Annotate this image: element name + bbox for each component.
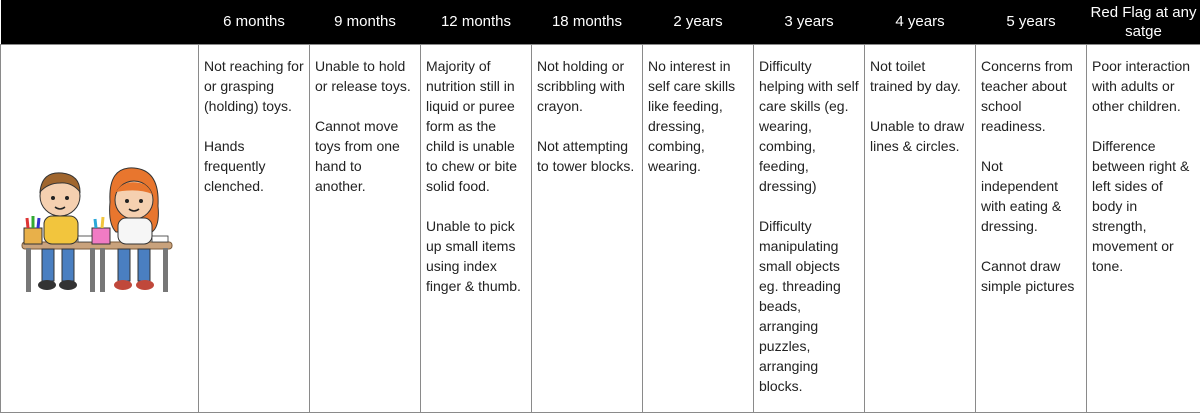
header-2-years: 2 years [643, 0, 754, 44]
header-12-months: 12 months [421, 0, 532, 44]
cell-text: Difference between right & left sides of body in strength, movement or tone. [1092, 137, 1190, 274]
cell-9-months [310, 44, 421, 413]
cell-12-months [421, 44, 532, 413]
header-6-months: 6 months [199, 0, 310, 44]
cell-text: Not independent with eating & dressing. [981, 157, 1062, 234]
cell-text: Concerns from teacher about school readiness. [981, 57, 1073, 134]
cell-6-months [199, 44, 310, 413]
cell-5-years [976, 44, 1087, 413]
cell-text: Not attempting to tower blocks. [537, 137, 635, 174]
illustration-cell [1, 44, 199, 413]
milestone-row [1, 44, 1200, 413]
cell-text: Not reaching for or grasping (holding) toys. [204, 57, 304, 114]
cell-text: Hands frequently clenched. [204, 137, 266, 194]
cell-red-flag [1087, 44, 1200, 413]
header-4-years: 4 years [865, 0, 976, 44]
header-corner [1, 0, 199, 44]
cell-text: Unable to hold or release toys. [315, 57, 411, 94]
cell-text: Cannot draw simple pictures [981, 257, 1075, 294]
cell-text: Difficulty helping with self care skills (eg. wearing, combing, feeding, dressing) [759, 57, 859, 194]
header-9-months: 9 months [310, 0, 421, 44]
cell-2-years [643, 44, 754, 413]
cell-text: No interest in self care skills like feeding, dressing, combing, wearing. [648, 57, 736, 174]
header-3-years: 3 years [754, 0, 865, 44]
cell-text: Majority of nutrition still in liquid or puree form as the child is unable to chew or bite solid food. [426, 57, 518, 194]
header-5-years: 5 years [976, 0, 1087, 44]
cell-3-years [754, 44, 865, 413]
cell-text: Unable to pick up small items using index finger & thumb. [426, 217, 521, 294]
header-18-months: 18 months [532, 0, 643, 44]
header-row [1, 0, 1200, 44]
children-at-table-icon [20, 156, 180, 296]
cell-text: Poor interaction with adults or other children. [1092, 57, 1191, 114]
cell-18-months [532, 44, 643, 413]
header-red-flag: Red Flag at any satge [1087, 0, 1200, 44]
cell-text: Difficulty manipulating small objects eg. threading beads, arranging puzzles, arranging blocks. [759, 217, 841, 394]
cell-4-years [865, 44, 976, 413]
cell-text: Not toilet trained by day. [870, 57, 961, 94]
cell-text: Not holding or scribbling with crayon. [537, 57, 625, 114]
cell-text: Cannot move toys from one hand to another. [315, 117, 400, 194]
cell-text: Unable to draw lines & circles. [870, 117, 965, 154]
